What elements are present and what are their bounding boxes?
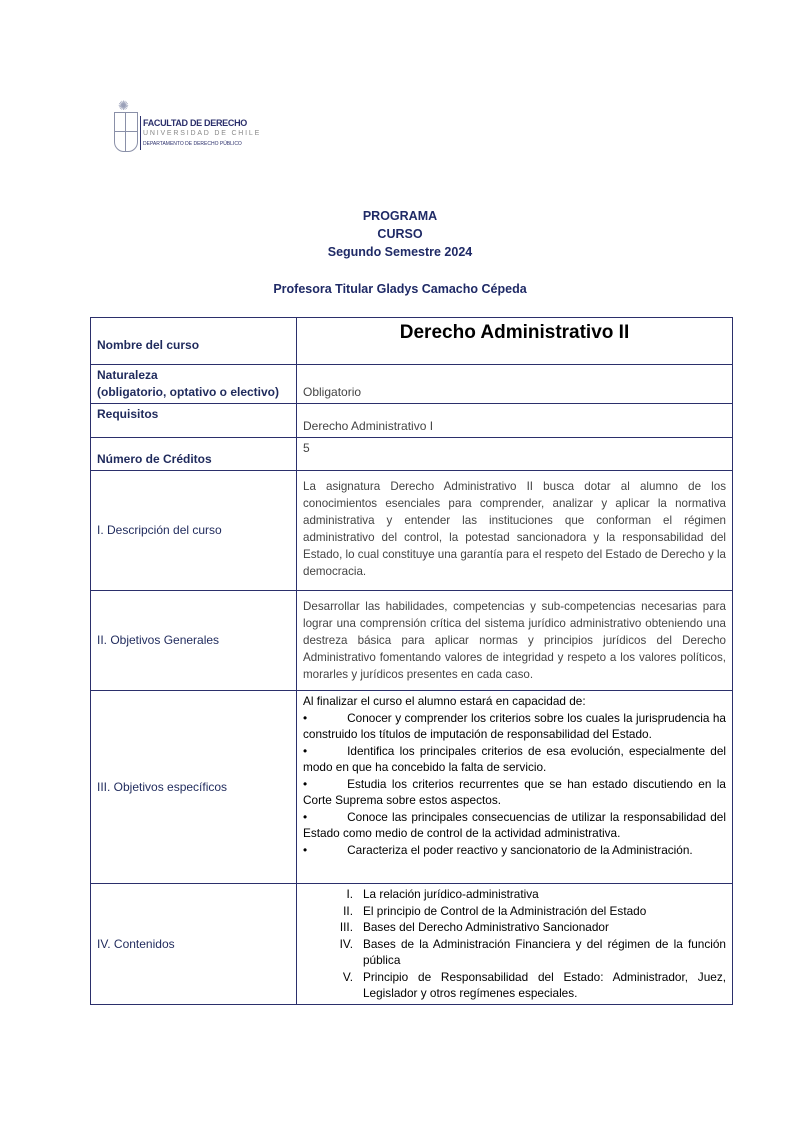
content-text: Bases del Derecho Administrativo Sancionador [363,920,609,934]
heading-semester: Segundo Semestre 2024 [327,245,473,259]
label-descripcion: I. Descripción del curso [91,471,297,591]
value-descripcion: La asignatura Derecho Administrativo II busca dotar al alumno de los conocimientos esenciales para comprender, analizar y aplicar la normativa administrativa y entender las instituciones que conforman el régimen administrativo del control, la potestad sancionadora y la responsabilidad del Estado, lo cual constituye una garantía para el respeto del Estado de Derecho y la democracia. [297,471,733,591]
row-generales [91,591,733,691]
objective-item [303,710,726,743]
row-nombre [91,318,733,365]
bullet-icon: • [303,842,308,857]
bullet-icon: • [303,809,308,824]
value-contenidos [297,884,733,1005]
label-requisitos: Requisitos [91,404,297,438]
value-especificos [297,691,733,884]
value-generales: Desarrollar las habilidades, competencias y sub-competencias necesarias para lograr una comprensión crítica del sistema jurídico administrativo obteniendo una destreza básica para aplicar normas y principios jurídicos del Derecho Administrativo fomentando valores de integridad y respeto a los valores políticos, morarles y jurídicos presentes en cada caso. [297,591,733,691]
content-item [303,886,726,903]
logo-line3: DEPARTAMENTO DE DERECHO PÚBLICO [143,141,242,147]
content-item [303,969,726,1002]
content-item [303,903,726,920]
content-text: El principio de Control de la Administración del Estado [363,903,647,918]
objective-item [303,809,726,842]
objective-text: Caracteriza el poder reactivo y sancionatorio de la Administración. [347,842,693,857]
row-naturaleza [91,365,733,404]
value-creditos: 5 [297,438,733,471]
objective-text: Identifica los principales criterios de esa evolución, especialmente del modo en que ha concebido la falta de servicio. [303,743,726,774]
content-number: I. [346,887,353,901]
heading-curso: CURSO [377,227,423,241]
objective-item [303,842,726,859]
objective-text: Conocer y comprender los criterios sobre los cuales la jurisprudencia ha construido los títulos de imputación de responsabilidad del Estado. [303,710,726,741]
label-naturaleza [91,365,297,404]
heading-programa: PROGRAMA [362,209,438,223]
course-title: Derecho Administrativo II [297,318,733,365]
value-naturaleza: Obligatorio [297,365,733,404]
objective-text: Conoce las principales consecuencias de utilizar la responsabilidad del Estado como medio de control de la actividad administrativa. [303,809,726,840]
heading-professor: Profesora Titular Gladys Camacho Cépeda [273,282,527,296]
label-especificos: III. Objetivos específicos [91,691,297,884]
row-contenidos [91,884,733,1005]
content-text: Principio de Responsabilidad del Estado: Administrador, Juez, Legislador y otros regímenes especiales. [363,969,726,1000]
logo-line1: FACULTAD DE DERECHO [143,118,247,128]
value-requisitos: Derecho Administrativo I [297,404,733,438]
row-especificos [91,691,733,884]
faculty-logo [112,98,262,154]
star-icon: ✺ [118,98,129,113]
objective-text: Estudia los criterios recurrentes que se han estado discutiendo en la Corte Suprema sobre estos aspectos. [303,776,726,807]
content-text: La relación jurídico-administrativa [363,887,539,901]
content-item [303,919,726,936]
row-descripcion [91,471,733,591]
bullet-icon: • [303,743,308,758]
row-creditos [91,438,733,471]
objective-item [303,743,726,776]
course-table [90,317,733,1005]
label-naturaleza-2: (obligatorio, optativo o electivo) [97,385,280,399]
logo-divider [140,116,141,150]
label-generales: II. Objetivos Generales [91,591,297,691]
content-number: V. [342,969,353,984]
objective-item [303,776,726,809]
crest-icon [114,112,138,152]
bullet-icon: • [303,710,308,725]
label-nombre: Nombre del curso [91,318,297,365]
content-number: IV. [339,936,353,951]
label-creditos: Número de Créditos [91,438,297,471]
especificos-intro: Al finalizar el curso el alumno estará en capacidad de: [303,694,586,708]
content-number: III. [339,920,353,934]
label-naturaleza-1: Naturaleza [97,368,158,382]
label-contenidos: IV. Contenidos [91,884,297,1005]
logo-line2: UNIVERSIDAD DE CHILE [143,130,262,137]
row-requisitos [91,404,733,438]
content-text: Bases de la Administración Financiera y del régimen de la función pública [363,936,726,967]
content-item [303,936,726,969]
bullet-icon: • [303,776,308,791]
content-number: II. [343,903,353,918]
